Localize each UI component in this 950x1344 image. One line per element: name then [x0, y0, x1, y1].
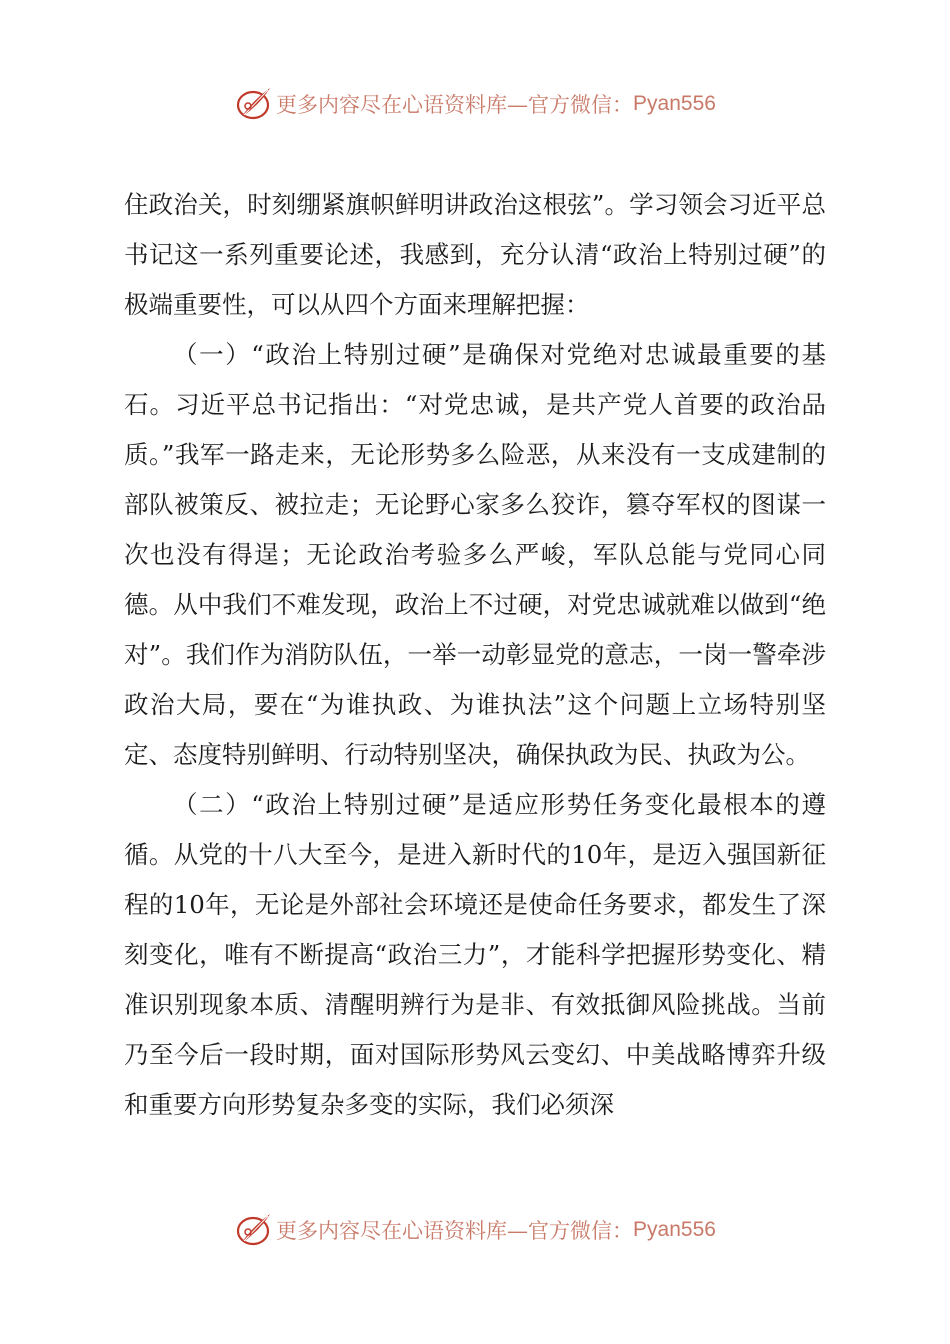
header-watermark: [0, 82, 950, 126]
quill-pen-logo-icon: [234, 84, 274, 124]
paragraph: 住政治关，时刻绷紧旗帜鲜明讲政治这根弦”。学习领会习近平总书记这一系列重要论述，我感到，充分认清“政治上特别过硬”的极端重要性，可以从四个方面来理解把握：: [124, 190, 826, 319]
footer-watermark: [0, 1208, 950, 1252]
body-text: [124, 180, 826, 1130]
watermark-wechat-id: Pyan556: [633, 92, 716, 115]
paragraph: （二）“政治上特别过硬”是适应形势任务变化最根本的遵循。从党的十八大至今，是进入新时代的10年，是迈入强国新征程的10年，无论是外部社会环境还是使命任务要求，都发生了深刻变化，唯有不断提高“政治三力”，才能科学把握形势变化、精准识别现象本质、清醒明辨行为是非、有效抵御风险挑战。当前乃至今后一段时期，面对国际形势风云变幻、中美战略博弈升级和重要方向形势复杂多变的实际，我们必须深: [124, 790, 826, 1119]
watermark-text: 更多内容尽在心语资料库—官方微信：: [276, 93, 634, 117]
paragraph: （一）“政治上特别过硬”是确保对党绝对忠诚最重要的基石。习近平总书记指出：“对党忠诚，是共产党人首要的政治品质。”我军一路走来，无论形势多么险恶，从来没有一支成建制的部队被策反、被拉走；无论野心家多么狡诈，篡夺军权的图谋一次也没有得逞；无论政治考验多么严峻，军队总能与党同心同德。从中我们不难发现，政治上不过硬，对党忠诚就难以做到“绝对”。我们作为消防队伍，一举一动彰显党的意志，一岗一警牵涉政治大局，要在“为谁执政、为谁执法”这个问题上立场特别坚定、态度特别鲜明、行动特别坚决，确保执政为民、执政为公。: [124, 340, 826, 769]
watermark-text: 更多内容尽在心语资料库—官方微信：: [276, 1219, 634, 1243]
quill-pen-logo-icon: [234, 1210, 274, 1250]
watermark-wechat-id: Pyan556: [633, 1218, 716, 1241]
